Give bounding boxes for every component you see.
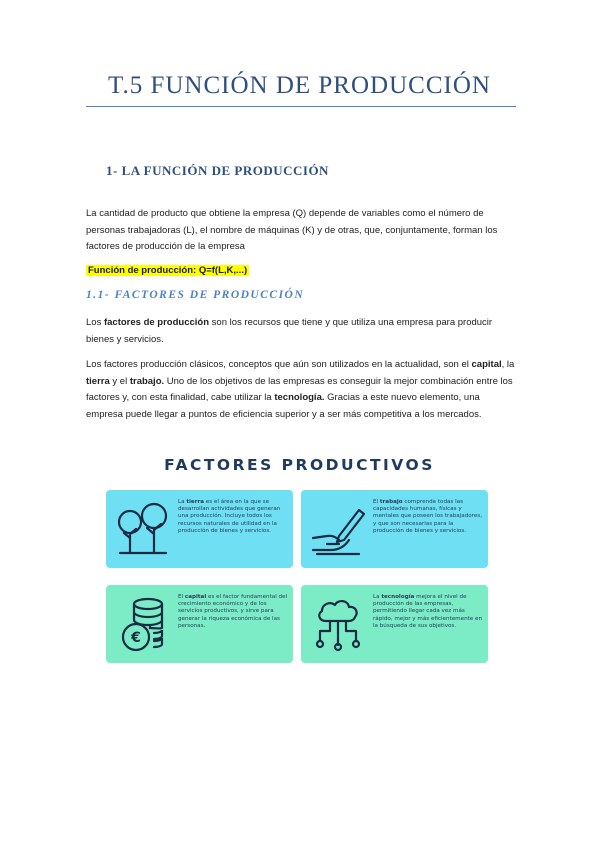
card-text-tierra: La tierra es el área en la que se desarrollan actividades que generan una producción. Incluye todos los recursos naturales de utilidad en la producción de bienes y servicios. <box>178 499 281 534</box>
page-title: T.5 FUNCIÓN DE PRODUCCIÓN <box>108 72 491 99</box>
card-text-trabajo: El trabajo comprende todas las capacidades humanas, físicas y mentales que poseen los trabajadores, y que son necesarias para la producción de bienes y servicios. <box>373 499 482 534</box>
trees-icon <box>114 500 172 558</box>
section-heading-1: 1- LA FUNCIÓN DE PRODUCCIÓN <box>106 163 329 178</box>
card-capital <box>106 585 293 663</box>
card-tecnologia <box>301 585 488 663</box>
paragraph-factors: Los factores de producción son los recursos que tiene y que utiliza una empresa para producir bienes y servicios. <box>86 317 493 345</box>
factores-productivos-infographic <box>106 454 493 672</box>
production-function-formula: Función de producción: Q=f(L,K,...) <box>88 265 248 276</box>
hand-writing-icon <box>309 500 367 558</box>
section-heading-1-1: 1.1- FACTORES DE PRODUCCIÓN <box>86 289 305 301</box>
coins-euro-icon <box>114 595 172 653</box>
paragraph-classic-factors: Los factores producción clásicos, conceptos que aún son utilizados en la actualidad, son el capital, la tierra y el trabajo. Uno de los objetivos de las empresas es conseguir la mejor combinación entre los factores y, con esta finalidad, cabe utilizar la tecnología. Gracias a este nuevo elemento, una empresa puede llegar a puntos de eficiencia superior y a ser más competitiva a los mercados. <box>86 359 515 420</box>
paragraph-definition: La cantidad de producto que obtiene la empresa (Q) depende de variables como el número de personas trabajadoras (L), el nombre de máquinas (K) y de otras, que, conjuntamente, forman los factores de producción de la empresa <box>86 208 498 252</box>
card-text-capital: El capital es el factor fundamental del crecimiento económico y de los servicios productivos, y sirve para generar la riqueza económica de las personas. <box>178 594 288 629</box>
svg-text:€: € <box>131 630 141 646</box>
cloud-network-icon <box>309 595 367 653</box>
infographic-title: FACTORES PRODUCTIVOS <box>164 456 435 474</box>
title-underline <box>86 106 516 107</box>
card-trabajo <box>301 490 488 568</box>
card-tierra <box>106 490 293 568</box>
card-text-tecnologia: La tecnología mejora el nivel de producción de las empresas, permitiendo llegar cada vez más rápido, mejor y más eficientemente en la búsqueda de sus objetivos. <box>373 594 483 629</box>
